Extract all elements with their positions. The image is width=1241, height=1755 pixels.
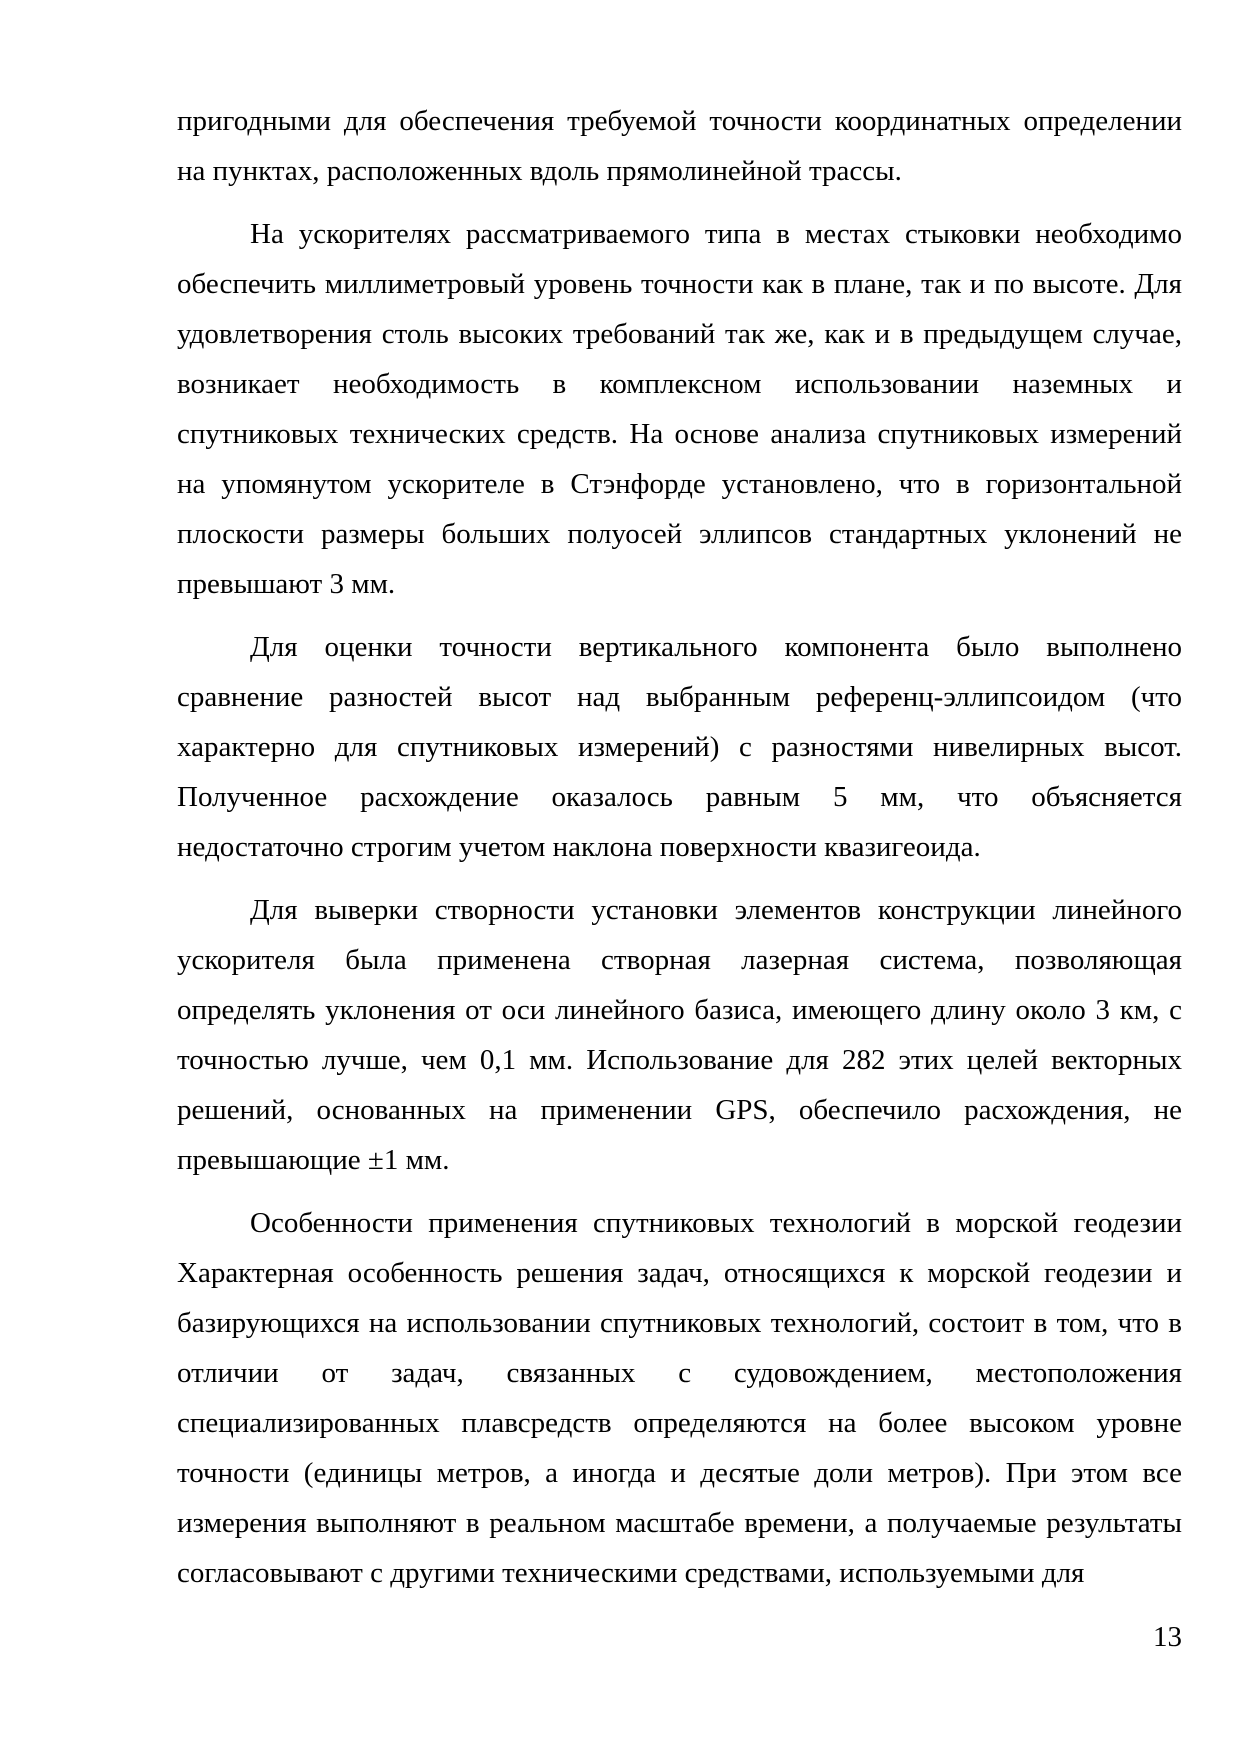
- paragraph-line: обеспечить миллиметровый уровень точности как в плане, так и по высоте. Для: [177, 268, 1182, 300]
- paragraph-line: характерно для спутниковых измерений) с разностями нивелирных высот.: [177, 731, 1182, 763]
- paragraph-line: недостаточно строгим учетом наклона поверхности квазигеоида.: [177, 831, 981, 863]
- paragraph-line: на упомянутом ускорителе в Стэнфорде установлено, что в горизонтальной: [177, 468, 1182, 500]
- paragraph-line: определять уклонения от оси линейного базиса, имеющего длину около 3 км, с: [177, 994, 1182, 1026]
- paragraph: [177, 885, 1182, 1185]
- paragraph-line: пригодными для обеспечения требуемой точности координатных определении: [177, 105, 1182, 137]
- paragraph-line: сравнение разностей высот над выбранным референц-эллипсоидом (что: [177, 681, 1182, 713]
- paragraph-line: согласовывают с другими техническими средствами, используемыми для: [177, 1557, 1085, 1589]
- paragraph-line: на пунктах, расположенных вдоль прямолинейной трассы.: [177, 155, 902, 187]
- paragraph-line: базирующихся на использовании спутниковых технологий, состоит в том, что в: [177, 1307, 1182, 1339]
- paragraph-line: возникает необходимость в комплексном использовании наземных и: [177, 368, 1182, 400]
- paragraph-line: решений, основанных на применении GPS, обеспечило расхождения, не: [177, 1094, 1182, 1126]
- paragraph: [177, 1198, 1182, 1598]
- paragraph: [177, 209, 1182, 609]
- paragraph-line: На ускорителях рассматриваемого типа в местах стыковки необходимо: [250, 218, 1182, 250]
- paragraph-line: Особенности применения спутниковых технологий в морской геодезии: [250, 1207, 1182, 1239]
- paragraph-line: специализированных плавсредств определяются на более высоком уровне: [177, 1407, 1182, 1439]
- paragraph-line: Для оценки точности вертикального компонента было выполнено: [250, 631, 1182, 663]
- paragraph-line: Полученное расхождение оказалось равным 5 мм, что объясняется: [177, 781, 1182, 813]
- paragraph: [177, 622, 1182, 872]
- paragraph-line: превышающие ±1 мм.: [177, 1144, 450, 1176]
- paragraph-line: превышают 3 мм.: [177, 568, 396, 600]
- paragraph-line: точности (единицы метров, а иногда и десятые доли метров). При этом все: [177, 1457, 1182, 1489]
- document-body: [177, 96, 1182, 1598]
- paragraph-line: измерения выполняют в реальном масштабе времени, а получаемые результаты: [177, 1507, 1182, 1539]
- paragraph-line: ускорителя была применена створная лазерная система, позволяющая: [177, 944, 1182, 976]
- paragraph-line: спутниковых технических средств. На основе анализа спутниковых измерений: [177, 418, 1182, 450]
- page-number: 13: [1153, 1621, 1182, 1653]
- paragraph: [177, 96, 1182, 196]
- paragraph-line: удовлетворения столь высоких требований так же, как и в предыдущем случае,: [177, 318, 1182, 350]
- paragraph-line: Для выверки створности установки элементов конструкции линейного: [250, 894, 1182, 926]
- paragraph-line: Характерная особенность решения задач, относящихся к морской геодезии и: [177, 1257, 1182, 1289]
- paragraph-line: точностью лучше, чем 0,1 мм. Использование для 282 этих целей векторных: [177, 1044, 1182, 1076]
- paragraph-line: отличии от задач, связанных с судовождением, местоположения: [177, 1357, 1182, 1389]
- paragraph-line: плоскости размеры больших полуосей эллипсов стандартных уклонений не: [177, 518, 1182, 550]
